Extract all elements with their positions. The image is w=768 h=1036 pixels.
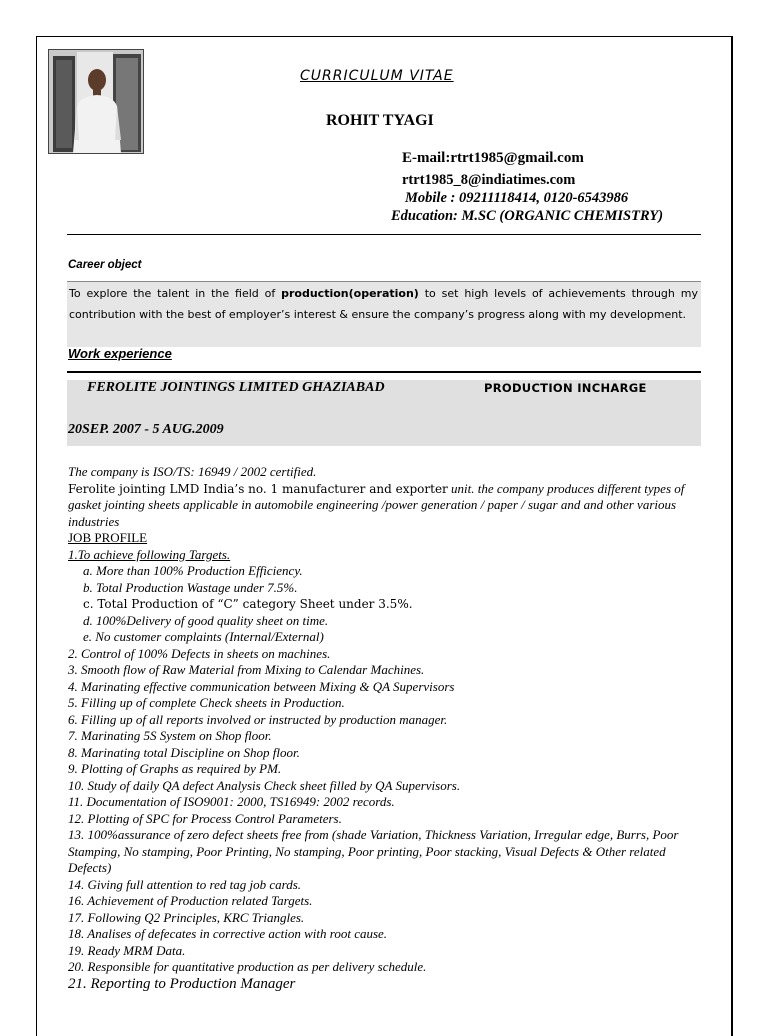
career-text-bold: production(operation) [281, 287, 419, 300]
target-item: e. No customer complaints (Internal/External) [83, 629, 324, 644]
mobile-numbers: Mobile : 09211118414, 0120-6543986 [405, 190, 629, 206]
target-item: d. 100%Delivery of good quality sheet on time. [83, 612, 329, 628]
document-title: CURRICULUM VITAE [300, 68, 454, 84]
career-objective [67, 281, 701, 347]
final-duty: 21. Reporting to Production Manager [68, 975, 296, 992]
intro-script: Ferolite jointing LMD India’s no. 1 manufacturer and exporter [68, 481, 448, 496]
intro-line: The company is ISO/TS: 16949 / 2002 certified. [68, 464, 317, 479]
education: Education: M.SC (ORGANIC CHEMISTRY) [391, 208, 664, 224]
duty-item: 19. Ready MRM Data. [68, 942, 186, 958]
duty-item: 16. Achievement of Production related Targets. [68, 893, 313, 908]
targets-heading: 1.To achieve following Targets. [68, 546, 231, 562]
career-text-pre: To explore the talent in the field of [69, 287, 282, 300]
duty-item: 2. Control of 100% Defects in sheets on machines. [68, 645, 331, 661]
profile-photo [48, 49, 144, 154]
duty-item: 12. Plotting of SPC for Process Control Parameters. [68, 810, 342, 826]
company-name: FEROLITE JOINTINGS LIMITED GHAZIABAD [87, 380, 385, 395]
duty-item: 20. Responsible for quantitative production as per delivery schedule. [68, 959, 427, 974]
job-position: PRODUCTION INCHARGE [484, 381, 647, 395]
duty-item: 9. Plotting of Graphs as required by PM. [68, 761, 282, 776]
duty-item: 13. 100%assurance of zero defect sheets free from (shade Variation, Thickness Variation, Irregular edge, Burrs, Poor Stamping, No stamping, Poor Printing, No stamping, Poor printing, Poor stacking, Visual Defects & Other related Defects) [68, 827, 679, 875]
email-primary: E-mail:rtrt1985@gmail.com [402, 150, 584, 166]
career-text-post: to set high levels of achievements through my contribution with the best of employer’s interest & ensure the company’s progress along with my development. [69, 287, 698, 321]
email-secondary: rtrt1985_8@indiatimes.com [402, 172, 576, 188]
intro-rest: unit. the company produces different types of gasket jointing sheets applicable in automobile engineering /power generation / paper / sugar and and other various industries [68, 480, 685, 529]
target-item: a. More than 100% Production Efficiency. [83, 563, 303, 578]
duty-item: 4. Marinating effective communication between Mixing & QA Supervisors [68, 678, 455, 694]
duty-item: 10. Study of daily QA defect Analysis Check sheet filled by QA Supervisors. [68, 777, 461, 793]
header-divider [67, 234, 701, 235]
duty-item: 17. Following Q2 Principles, KRC Triangles. [68, 909, 305, 925]
intro-paragraph [68, 481, 704, 531]
duty-item: 18. Analises of defecates in corrective action with root cause. [68, 926, 388, 941]
duty-item: 11. Documentation of ISO9001: 2000, TS16949: 2002 records. [68, 794, 395, 809]
work-heading: Work experience [68, 346, 172, 361]
target-item: b. Total Production Wastage under 7.5%. [83, 579, 298, 595]
work-divider [67, 371, 701, 373]
target-item: c. Total Production of “C” category Sheet under 3.5%. [83, 597, 413, 611]
duty-item: 7. Marinating 5S System on Shop floor. [68, 728, 272, 743]
candidate-name: ROHIT TYAGI [326, 112, 434, 129]
job-description [68, 464, 704, 992]
duty-item: 5. Filling up of complete Check sheets in Production. [68, 695, 345, 710]
duty-item: 6. Filling up of all reports involved or instructed by production manager. [68, 711, 448, 727]
career-heading: Career object [68, 259, 142, 271]
duty-item: 3. Smooth flow of Raw Material from Mixing to Calendar Machines. [68, 662, 425, 677]
duty-item: 14. Giving full attention to red tag job cards. [68, 876, 302, 892]
job-dates: 20SEP. 2007 - 5 AUG.2009 [68, 422, 224, 437]
duty-item: 8. Marinating total Discipline on Shop floor. [68, 744, 300, 760]
job-profile-heading: JOB PROFILE [68, 530, 148, 545]
